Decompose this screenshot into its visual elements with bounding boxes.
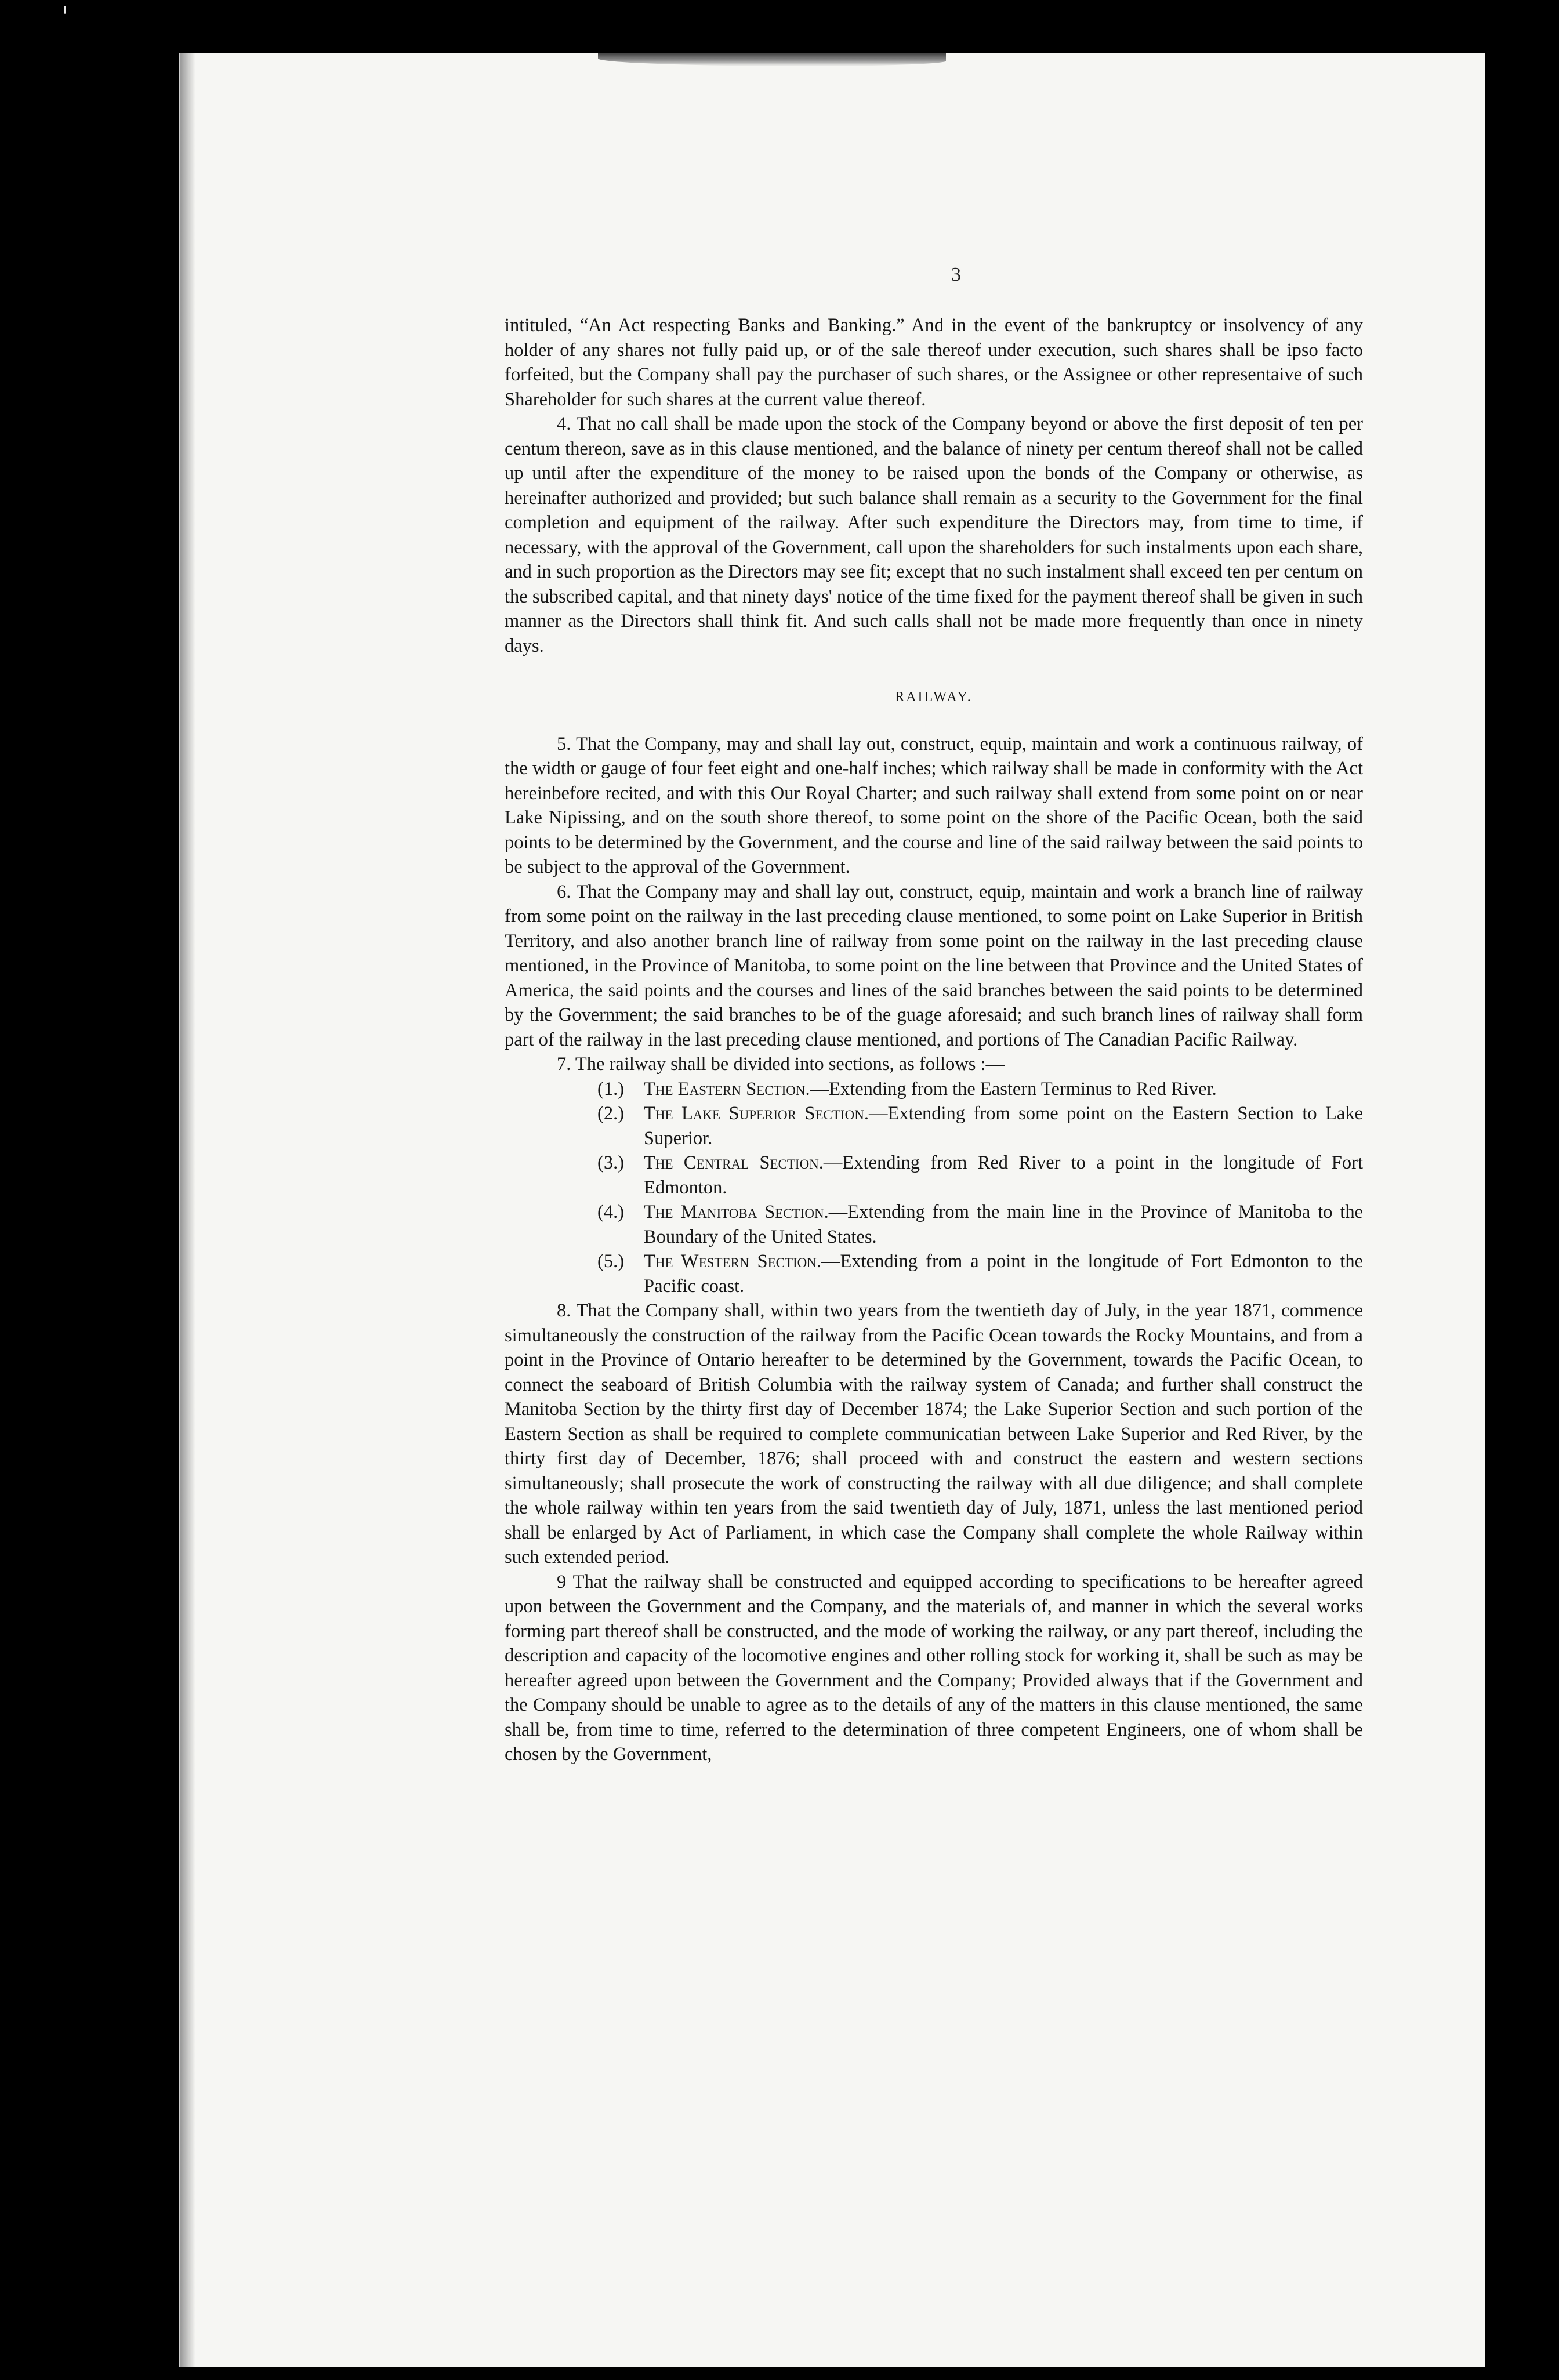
section-description: —Extending from some point on the Eastern Section to Lake Superior. xyxy=(644,1103,1363,1149)
dark-margin xyxy=(0,0,179,2380)
section-heading: RAILWAY. xyxy=(895,690,973,705)
section-description: —Extending from Red River to a point in the longitude of Fort Edmonton. xyxy=(644,1152,1363,1198)
section-number: (1.) xyxy=(597,1078,625,1100)
paragraph-clause-9: 9 That the railway shall be constructed and equipped according to specifications to be hereafter agreed upon between the Government and the Company, and the materials of, and manner in which the several works forming part thereof shall be constructed, and the mode of working the railway, or any part thereof, including the description and capacity of the locomotive engines and other rolling stock for working it, shall be such as may be hereafter agreed upon between the Government and the Company; Provided always that if the Government and the Company should be unable to agree as to the details of any of the matters in this clause mentioned, the same shall be, from time to time, referred to the determination of three competent Engineers, one of whom shall be chosen by the Government, xyxy=(505,1571,1363,1765)
section-text xyxy=(644,1249,1363,1298)
sections-list xyxy=(505,1077,1363,1299)
section-number: (2.) xyxy=(597,1103,625,1124)
section-description: —Extending from the main line in the Province of Manitoba to the Boundary of the United States. xyxy=(644,1202,1363,1247)
section-name: The Manitoba Section. xyxy=(644,1202,829,1222)
binding-shadow xyxy=(180,53,195,2367)
page-number: 3 xyxy=(951,264,961,285)
list-item xyxy=(597,1200,1363,1249)
paragraph-clause-8: 8. That the Company shall, within two years from the twentieth day of July, in the year 1871, commence simultaneously the construction of the railway from the Pacific Ocean towards the Rocky Mountains, and from a point in the Province of Ontario hereafter to be determined by the Government, towards the Pacific Ocean, to connect the seaboard of British Columbia with the railway system of Canada; and further shall construct the Manitoba Section by the thirty first day of December 1874; the Lake Superior Section and such portion of the Eastern Section as shall be required to complete communicatian between Lake Superior and Red River, by the thirty first day of December, 1876; shall proceed with and construct the eastern and western sections simultaneously; shall prosecute the work of constructing the railway with all due diligence; and shall complete the whole railway within ten years from the said twentieth day of July, 1871, unless the last mentioned period shall be enlarged by Act of Parliament, in which case the Company shall complete the whole Railway within such extended period. xyxy=(505,1300,1363,1568)
section-number: (4.) xyxy=(597,1202,625,1222)
section-text xyxy=(644,1077,1363,1102)
paragraph-clause-7: 7. The railway shall be divided into sections, as follows :— xyxy=(557,1054,1005,1075)
section-text xyxy=(644,1200,1363,1249)
paragraph-continued: intituled, “An Act respecting Banks and Banking.” And in the event of the bankruptcy or insolvency of any holder of any shares not fully paid up, or of the sale thereof under execution, such shares shall be ipso facto forfeited, but the Company shall pay the purchaser of such shares, or the Assignee or other representaive of such Shareholder for such shares at the current value thereof. xyxy=(505,315,1363,410)
section-number: (5.) xyxy=(597,1251,625,1272)
section-text xyxy=(644,1101,1363,1151)
section-name: The Lake Superior Section. xyxy=(644,1103,869,1124)
section-number: (3.) xyxy=(597,1152,625,1173)
section-name: The Central Section. xyxy=(644,1152,824,1173)
section-name: The Western Section. xyxy=(644,1251,822,1272)
paragraph-clause-5: 5. That the Company, may and shall lay out, construct, equip, maintain and work a continuous railway, of the width or gauge of four feet eight and one-half inches; which railway shall be made in conformity with the Act hereinbefore recited, and with this Our Royal Charter; and such railway shall extend from some point on or near Lake Nipissing, and on the south shore thereof, to some point on the shore of the Pacific Ocean, both the said points to be determined by the Government, and the course and line of the said railway between the said points to be subject to the approval of the Government. xyxy=(505,733,1363,877)
paper-clip-mark xyxy=(598,53,946,66)
section-name: The Eastern Section. xyxy=(644,1078,810,1100)
paragraph-clause-4: 4. That no call shall be made upon the stock of the Company beyond or above the first deposit of ten per centum thereon, save as in this clause mentioned, and the balance of ninety per centum thereof shall not be called up until after the expenditure of the money to be raised upon the bonds of the Company or otherwise, as hereinafter authorized and provided; but such balance shall remain as a security to the Government for the final completion and equipment of the railway. After such expenditure the Directors may, from time to time, if necessary, with the approval of the Government, call upon the shareholders for such instalments upon each share, and in such proportion as the Directors may see fit; except that no such instalment shall exceed ten per centum on the subscribed capital, and that ninety days' notice of the time fixed for the payment thereof shall be given in such manner as the Directors shall think fit. And such calls shall not be made more frequently than once in ninety days. xyxy=(505,413,1363,656)
paragraph-clause-6: 6. That the Company may and shall lay out, construct, equip, maintain and work a branch line of railway from some point on the railway in the last preceding clause mentioned, to some point on Lake Superior in British Territory, and also another branch line of railway from some point on the railway in the last preceding clause mentioned, in the Province of Manitoba, to some point on the line between that Province and the United States of America, the said points and the courses and lines of the said branches between the said points to be determined by the Government; the said branches to be of the guage aforesaid; and such branch lines of railway shall form part of the railway in the last preceding clause mentioned, and portions of The Canadian Pacific Railway. xyxy=(505,881,1363,1050)
list-item xyxy=(597,1101,1363,1151)
section-description: —Extending from the Eastern Terminus to Red River. xyxy=(810,1078,1217,1100)
list-item xyxy=(597,1151,1363,1200)
list-item xyxy=(597,1077,1363,1102)
section-text xyxy=(644,1151,1363,1200)
list-item xyxy=(597,1249,1363,1298)
section-description: —Extending from a point in the longitude of Fort Edmonton to the Pacific coast. xyxy=(644,1251,1363,1297)
dust-speck xyxy=(64,6,66,14)
document-body xyxy=(505,313,1363,1767)
